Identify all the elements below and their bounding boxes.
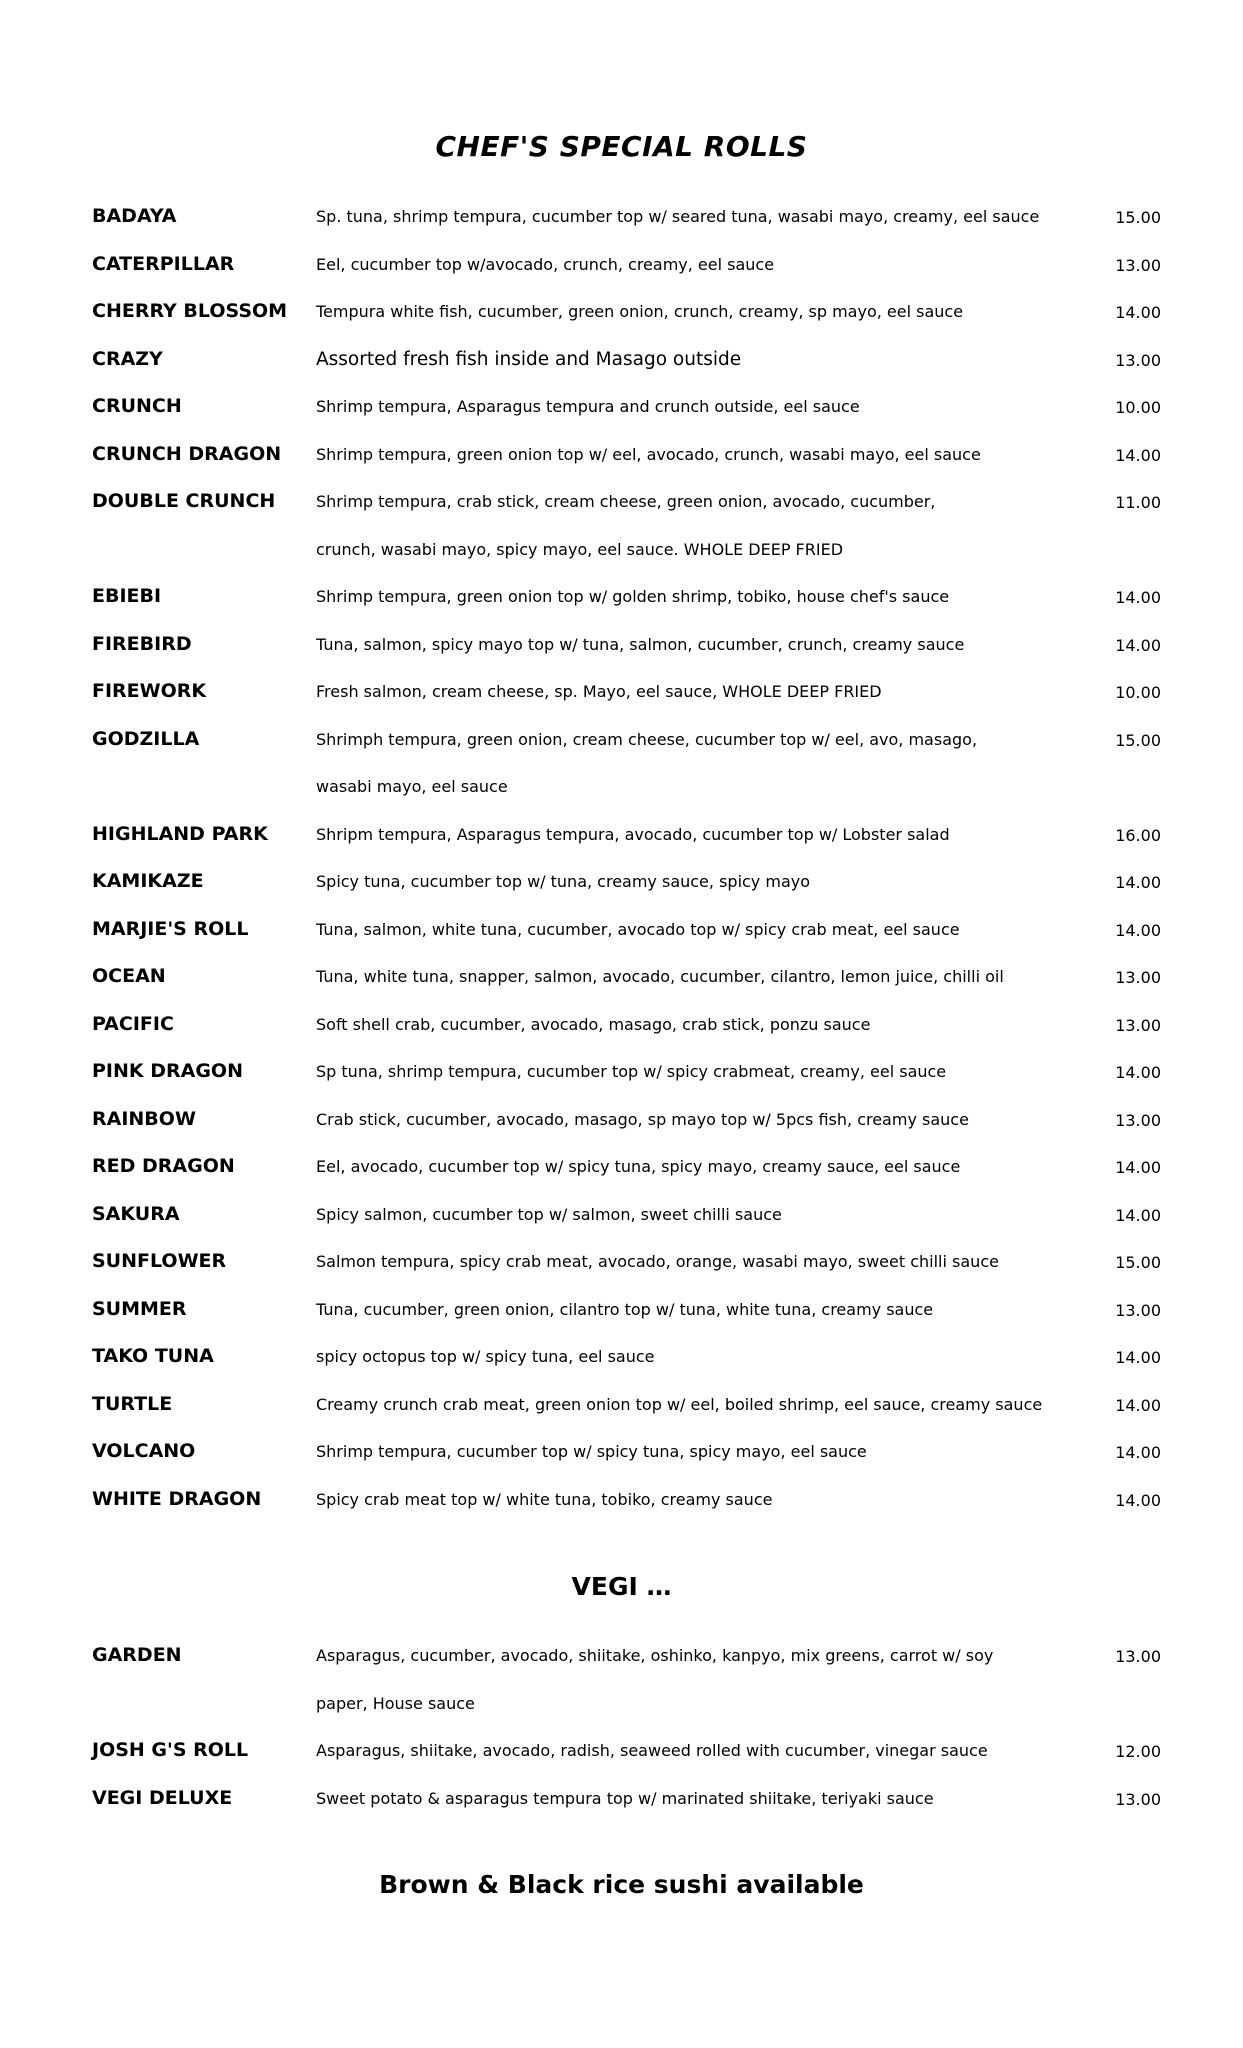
menu-item [0, 1100, 1243, 1148]
item-description: Tempura white fish, cucumber, green onion, crunch, creamy, sp mayo, eel sauce [316, 302, 964, 321]
item-price: 14.00 [1115, 635, 1161, 655]
vegi-list [0, 1636, 1243, 1826]
item-price: 14.00 [1115, 303, 1161, 322]
item-description: Sweet potato & asparagus tempura top w/ marinated shiitake, teriyaki sauce [316, 1788, 934, 1808]
menu-item [0, 1480, 1243, 1528]
item-price: 14.00 [1115, 1205, 1161, 1225]
item-name: TAKO TUNA [92, 1345, 214, 1367]
menu-item [0, 957, 1243, 1005]
rice-availability-note: Brown & Black rice sushi available [379, 1870, 864, 1899]
page-title: CHEF'S SPECIAL ROLLS [435, 130, 808, 163]
item-price: 14.00 [1115, 1490, 1161, 1510]
item-price: 10.00 [1115, 398, 1161, 417]
item-price: 14.00 [1115, 1348, 1161, 1367]
item-name: SUMMER [92, 1297, 187, 1320]
item-name: TURTLE [92, 1392, 173, 1415]
item-description: Creamy crunch crab meat, green onion top w/ eel, boiled shrimp, eel sauce, creamy sauce [316, 1394, 1043, 1414]
item-price: 13.00 [1115, 1110, 1161, 1130]
item-price: 14.00 [1115, 1395, 1161, 1415]
menu-item [0, 1005, 1243, 1053]
item-name: FIREWORK [92, 680, 207, 702]
item-name: CRUNCH DRAGON [92, 442, 282, 465]
menu-item [0, 1195, 1243, 1243]
item-name: JOSH G'S ROLL [92, 1739, 249, 1761]
menu-item [0, 1636, 1243, 1731]
item-name: OCEAN [92, 965, 166, 987]
item-description: Tuna, salmon, white tuna, cucumber, avocado top w/ spicy crab meat, eel sauce [316, 919, 960, 939]
menu-item [0, 1385, 1243, 1433]
item-price: 14.00 [1115, 445, 1161, 465]
item-description: Shrimp tempura, Asparagus tempura and crunch outside, eel sauce [316, 397, 860, 416]
item-price: 14.00 [1115, 588, 1161, 607]
item-price: 12.00 [1115, 1742, 1161, 1761]
item-description: Shrimp tempura, cucumber top w/ spicy tuna, spicy mayo, eel sauce [316, 1442, 867, 1461]
vegi-section-title: VEGI … [571, 1572, 672, 1601]
item-price: 13.00 [1115, 1015, 1161, 1035]
item-price: 15.00 [1115, 730, 1161, 750]
item-name: EBIEBI [92, 585, 162, 607]
item-description: Spicy salmon, cucumber top w/ salmon, sweet chilli sauce [316, 1204, 782, 1224]
item-name: GARDEN [92, 1644, 182, 1666]
item-description: Tuna, salmon, spicy mayo top w/ tuna, salmon, cucumber, crunch, creamy sauce [316, 634, 965, 654]
menu-item [0, 910, 1243, 958]
item-price: 10.00 [1115, 683, 1161, 702]
item-description: Tuna, cucumber, green onion, cilantro top w/ tuna, white tuna, creamy sauce [316, 1299, 934, 1319]
item-description: Shrimp tempura, crab stick, cream cheese, green onion, avocado, cucumber, crunch, wasabi mayo, spicy mayo, eel sauce. WHOLE DEEP FRIED [316, 492, 936, 559]
item-price: 14.00 [1115, 1063, 1161, 1082]
item-price: 14.00 [1115, 1158, 1161, 1177]
item-description: Salmon tempura, spicy crab meat, avocado, orange, wasabi mayo, sweet chilli sauce [316, 1252, 999, 1271]
item-description: Soft shell crab, cucumber, avocado, masago, crab stick, ponzu sauce [316, 1014, 871, 1034]
item-description: spicy octopus top w/ spicy tuna, eel sauce [316, 1347, 655, 1366]
item-name: WHITE DRAGON [92, 1487, 262, 1510]
item-name: DOUBLE CRUNCH [92, 490, 276, 512]
item-price: 16.00 [1115, 825, 1161, 845]
menu-item [0, 292, 1243, 340]
item-price: 13.00 [1115, 1300, 1161, 1320]
menu-item [0, 577, 1243, 625]
menu-item [0, 1147, 1243, 1195]
item-description: Crab stick, cucumber, avocado, masago, sp mayo top w/ 5pcs fish, creamy sauce [316, 1109, 969, 1129]
item-name: RAINBOW [92, 1107, 196, 1130]
item-name: CRUNCH [92, 395, 182, 417]
item-price: 14.00 [1115, 873, 1161, 892]
menu-item [0, 862, 1243, 910]
item-price: 15.00 [1115, 208, 1161, 227]
menu-item [0, 720, 1243, 815]
item-description: Tuna, white tuna, snapper, salmon, avocado, cucumber, cilantro, lemon juice, chilli oil [316, 967, 1004, 986]
item-name: FIREBIRD [92, 632, 192, 655]
item-price: 13.00 [1115, 350, 1161, 370]
item-description: Asparagus, shiitake, avocado, radish, seaweed rolled with cucumber, vinegar sauce [316, 1741, 988, 1760]
item-name: VOLCANO [92, 1440, 196, 1462]
rolls-list [0, 197, 1243, 1527]
item-name: PACIFIC [92, 1012, 174, 1035]
item-price: 14.00 [1115, 920, 1161, 940]
item-name: CHERRY BLOSSOM [92, 300, 288, 322]
item-name: RED DRAGON [92, 1155, 235, 1177]
menu-item [0, 1052, 1243, 1100]
menu-item [0, 1242, 1243, 1290]
item-price: 13.00 [1115, 968, 1161, 987]
menu-item [0, 815, 1243, 863]
menu-item [0, 625, 1243, 673]
item-name: GODZILLA [92, 727, 200, 750]
item-name: BADAYA [92, 205, 177, 227]
item-description: Asparagus, cucumber, avocado, shiitake, oshinko, kanpyo, mix greens, carrot w/ soy paper, House sauce [316, 1646, 994, 1713]
menu-item [0, 482, 1243, 577]
item-description: Fresh salmon, cream cheese, sp. Mayo, eel sauce, WHOLE DEEP FRIED [316, 682, 882, 701]
item-price: 13.00 [1115, 1789, 1161, 1809]
item-price: 14.00 [1115, 1443, 1161, 1462]
menu-item [0, 387, 1243, 435]
item-description: Shripm tempura, Asparagus tempura, avocado, cucumber top w/ Lobster salad [316, 824, 950, 844]
item-description: Shrimph tempura, green onion, cream cheese, cucumber top w/ eel, avo, masago, wasabi mayo, eel sauce [316, 729, 978, 796]
item-description: Sp. tuna, shrimp tempura, cucumber top w/ seared tuna, wasabi mayo, creamy, eel sauce [316, 207, 1040, 226]
item-description: Spicy crab meat top w/ white tuna, tobiko, creamy sauce [316, 1489, 773, 1509]
menu-item [0, 1731, 1243, 1779]
item-price: 13.00 [1115, 255, 1161, 275]
item-name: HIGHLAND PARK [92, 822, 268, 845]
menu-item [0, 1337, 1243, 1385]
item-description: Eel, cucumber top w/avocado, crunch, creamy, eel sauce [316, 254, 775, 274]
item-name: VEGI DELUXE [92, 1786, 233, 1809]
item-name: PINK DRAGON [92, 1060, 243, 1082]
item-description: Assorted fresh fish inside and Masago outside [316, 348, 742, 370]
item-name: SUNFLOWER [92, 1250, 227, 1272]
menu-item [0, 245, 1243, 293]
menu-item [0, 1779, 1243, 1827]
item-description: Shrimp tempura, green onion top w/ golden shrimp, tobiko, house chef's sauce [316, 587, 950, 606]
menu-item [0, 1290, 1243, 1338]
item-description: Eel, avocado, cucumber top w/ spicy tuna, spicy mayo, creamy sauce, eel sauce [316, 1157, 961, 1176]
item-price: 11.00 [1115, 493, 1161, 512]
menu-item [0, 435, 1243, 483]
menu-item [0, 197, 1243, 245]
item-name: CRAZY [92, 347, 163, 370]
menu-item [0, 672, 1243, 720]
item-name: KAMIKAZE [92, 870, 204, 892]
item-name: CATERPILLAR [92, 252, 235, 275]
menu-item [0, 1432, 1243, 1480]
menu-item [0, 340, 1243, 388]
item-name: SAKURA [92, 1202, 180, 1225]
item-price: 13.00 [1115, 1647, 1161, 1666]
item-description: Sp tuna, shrimp tempura, cucumber top w/ spicy crabmeat, creamy, eel sauce [316, 1062, 947, 1081]
item-description: Spicy tuna, cucumber top w/ tuna, creamy sauce, spicy mayo [316, 872, 811, 891]
item-description: Shrimp tempura, green onion top w/ eel, avocado, crunch, wasabi mayo, eel sauce [316, 444, 981, 464]
item-price: 15.00 [1115, 1253, 1161, 1272]
item-name: MARJIE'S ROLL [92, 917, 249, 940]
